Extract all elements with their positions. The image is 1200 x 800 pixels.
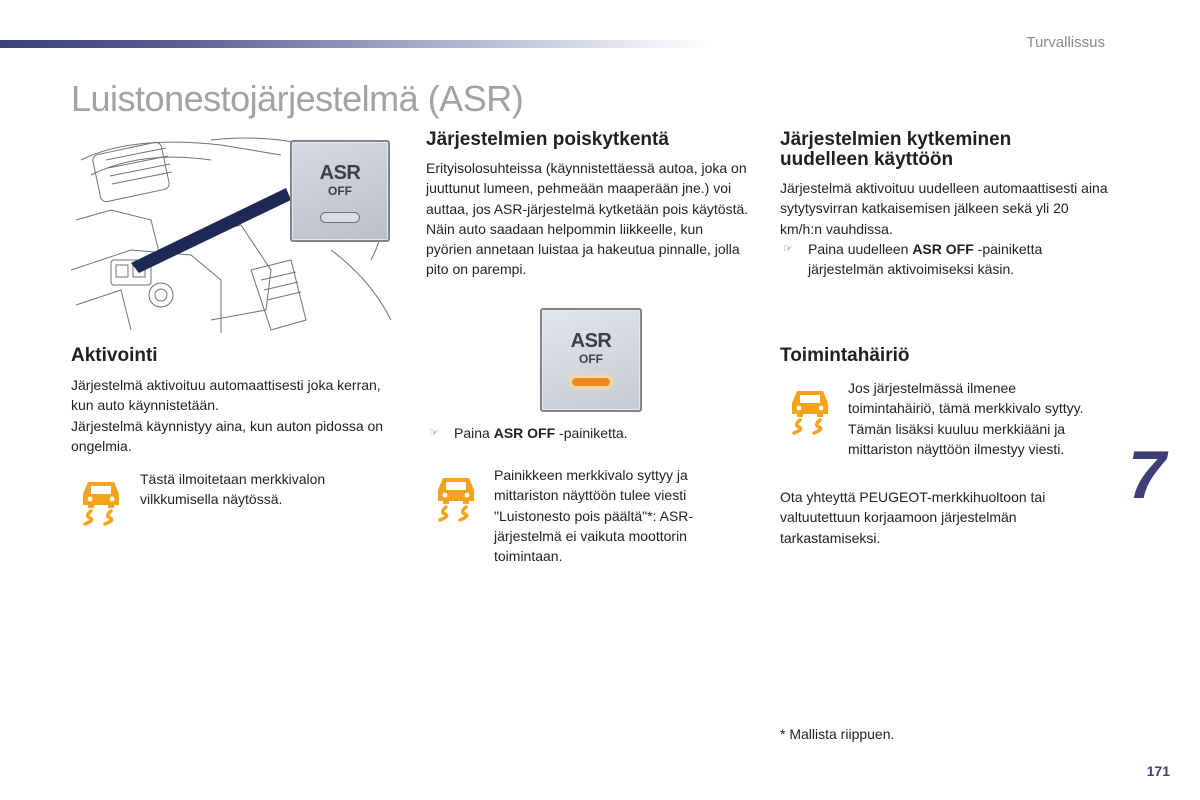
disable-bullet (426, 423, 774, 443)
disable-bullet-post: -painiketta. (555, 425, 628, 441)
page-number: 171 (1146, 763, 1170, 779)
malfunction-text: Ota yhteyttä PEUGEOT-merkkihuoltoon tai valtuutettuun korjaamoon järjestelmän tarkastamiseksi. (780, 489, 1046, 546)
reenable-bullet-post: -painiketta järjestelmän aktivoimiseksi käsin. (808, 240, 1043, 278)
disable-bullet-pre: Paina (454, 425, 494, 441)
disable-text: Erityisolosuhteissa (käynnistettäessä autoa, joka on juuttunut lumeen, pehmeään maaperään jne.) voi auttaa, jos ASR-järjestelmä kytketään pois käytöstä. Näin auto saadaan helpommin liikkeelle, kun pyörien annetaan luistaa ja hakeutua pinnalle, jolla pito on parempi. (426, 160, 749, 278)
disable-heading: Järjestelmien poiskytkentä (426, 129, 669, 150)
asr-label-2: ASR (570, 330, 612, 352)
reenable-section (780, 130, 1120, 279)
footnote: * Mallista riippuen. (780, 726, 895, 742)
reenable-heading: Järjestelmien kytkeminen uudelleen käyttöön (780, 129, 1012, 170)
reenable-text: Järjestelmä aktivoituu uudelleen automaattisesti aina sytytysvirran katkaisemisen jälkeen sekä yli 20 km/h:n vauhdissa. (780, 180, 1108, 237)
section-label: Turvallissus (1026, 34, 1105, 51)
malfunction-note: Jos järjestelmässä ilmenee toimintahäiriö, tämä merkkivalo syttyy. Tämän lisäksi kuuluu merkkiääni ja mittariston näyttöön ilmestyy viesti. (848, 380, 1084, 457)
bullet-mark-icon: ☞ (429, 427, 439, 439)
malfunction-heading: Toimintahäiriö (780, 345, 910, 366)
reenable-bullet-bold: ASR OFF (912, 240, 974, 257)
activation-heading: Aktivointi (71, 345, 158, 366)
asr-label: ASR (319, 162, 361, 184)
asr-off-button-zoom (290, 140, 390, 242)
traction-warning-icon (79, 478, 123, 531)
chapter-number: 7 (1128, 437, 1166, 513)
activation-section (71, 346, 401, 456)
disable-bullet-bold: ASR OFF (493, 425, 556, 441)
asr-off-button (540, 308, 642, 412)
header-gradient-bar (0, 40, 710, 48)
dashboard-illustration (71, 130, 397, 333)
activation-text-2: Järjestelmä käynnistyy aina, kun auton pidossa on ongelmia. (71, 417, 384, 454)
malfunction-warning-icon (788, 387, 832, 440)
asr-indicator-lamp (320, 212, 360, 223)
reenable-bullet-pre: Paina uudelleen (808, 240, 913, 257)
off-label-2: OFF (579, 352, 603, 366)
malfunction-section (780, 346, 1100, 366)
off-label: OFF (328, 184, 352, 198)
activation-note: Tästä ilmoitetaan merkkivalon vilkkumisella näytössä. (140, 471, 326, 508)
disable-note: Painikkeen merkkivalo syttyy ja mittariston näyttöön tulee viesti "Luistonesto pois päältä"*: ASR-järjestelmä ei vaikuta moottorin toimintaan. (494, 467, 694, 565)
asr-lamp-lit (572, 378, 610, 386)
page-title: Luistonestojärjestelmä (ASR) (71, 78, 524, 119)
disable-section (426, 130, 756, 280)
reenable-bullet (780, 239, 1108, 280)
bullet-mark-icon-2: ☞ (783, 242, 793, 255)
traction-warning-icon-2 (434, 474, 478, 527)
activation-text-1: Järjestelmä aktivoituu automaattisesti joka kerran, kun auto käynnistetään. (71, 377, 381, 414)
